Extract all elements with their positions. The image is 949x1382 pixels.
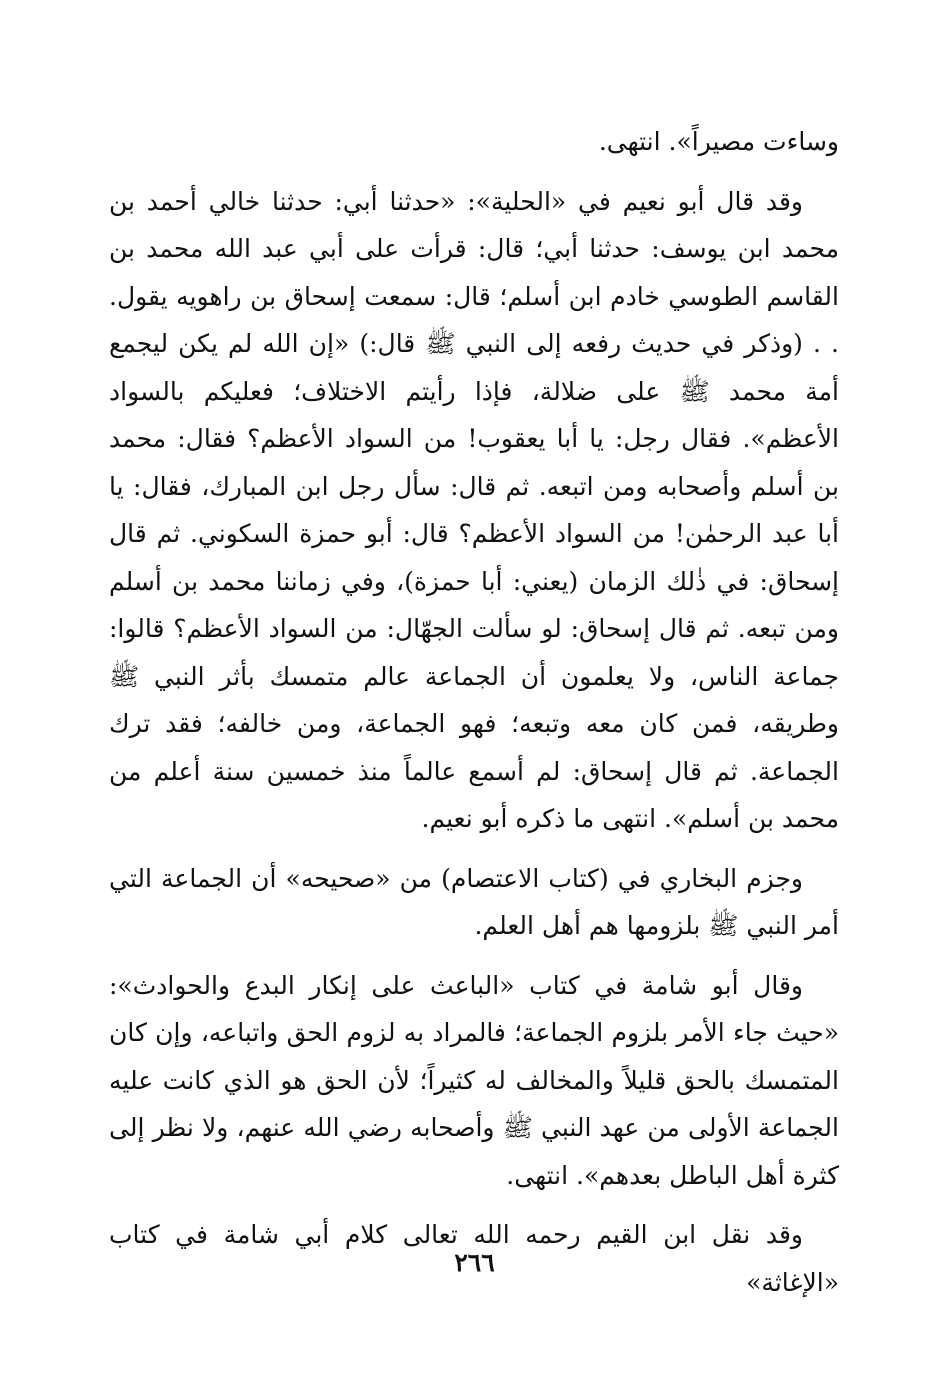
paragraph-ibn-qayyim: وقد نقل ابن القيم رحمه الله تعالى كلام أبي شامة في كتاب «الإغاثة» bbox=[109, 1220, 839, 1297]
page-body bbox=[109, 118, 839, 1306]
paragraph-abu-nuaym: وقد قال أبو نعيم في «الحلية»: «حدثنا أبي: حدثنا خالي أحمد بن محمد ابن يوسف: حدثنا أبي؛ قال: قرأت على أبي عبد الله محمد بن القاسم الطوسي خادم ابن أسلم؛ قال: سمعت إسحاق بن راهويه يقول. . . (وذكر في حديث رفعه إلى النبي ﷺ قال:) «إن الله لم يكن ليجمع أمة محمد ﷺ على ضلالة، فإذا رأيتم الاختلاف؛ فعليكم بالسواد الأعظم». فقال رجل: يا أبا يعقوب! من السواد الأعظم؟ فقال: محمد بن أسلم وأصحابه ومن اتبعه. ثم قال: سأل رجل ابن المبارك، فقال: يا أبا عبد الرحمٰن! من السواد الأعظم؟ قال: أبو حمزة السكوني. ثم قال إسحاق: في ذٰلك الزمان (يعني: أبا حمزة)، وفي زماننا محمد بن أسلم ومن تبعه. ثم قال إسحاق: لو سألت الجهّال: من السواد الأعظم؟ قالوا: جماعة الناس، ولا يعلمون أن الجماعة عالم متمسك بأثر النبي ﷺ وطريقه، فمن كان معه وتبعه؛ فهو الجماعة، ومن خالفه؛ فقد ترك الجماعة. ثم قال إسحاق: لم أسمع عالماً منذ خمسين سنة أعلم من محمد بن أسلم». انتهى ما ذكره أبو نعيم. bbox=[109, 186, 839, 833]
paragraph-abu-shama: وقال أبو شامة في كتاب «الباعث على إنكار البدع والحوادث»: «حيث جاء الأمر بلزوم الجماعة؛ فالمراد به لزوم الحق واتباعه، وإن كان المتمسك بالحق قليلاً والمخالف له كثيراً؛ لأن الحق هو الذي كانت عليه الجماعة الأولى من عهد النبي ﷺ وأصحابه رضي الله عنهم، ولا نظر إلى كثرة أهل الباطل بعدهم». انتهى. bbox=[109, 970, 839, 1190]
paragraph-continuation: وساءت مصيراً». انتهى. bbox=[598, 127, 839, 156]
page-number: ٢٦٦ bbox=[454, 1248, 495, 1277]
paragraph-bukhari: وجزم البخاري في (كتاب الاعتصام) من «صحيحه» أن الجماعة التي أمر النبي ﷺ بلزومها هم أهل العلم. bbox=[109, 863, 839, 940]
